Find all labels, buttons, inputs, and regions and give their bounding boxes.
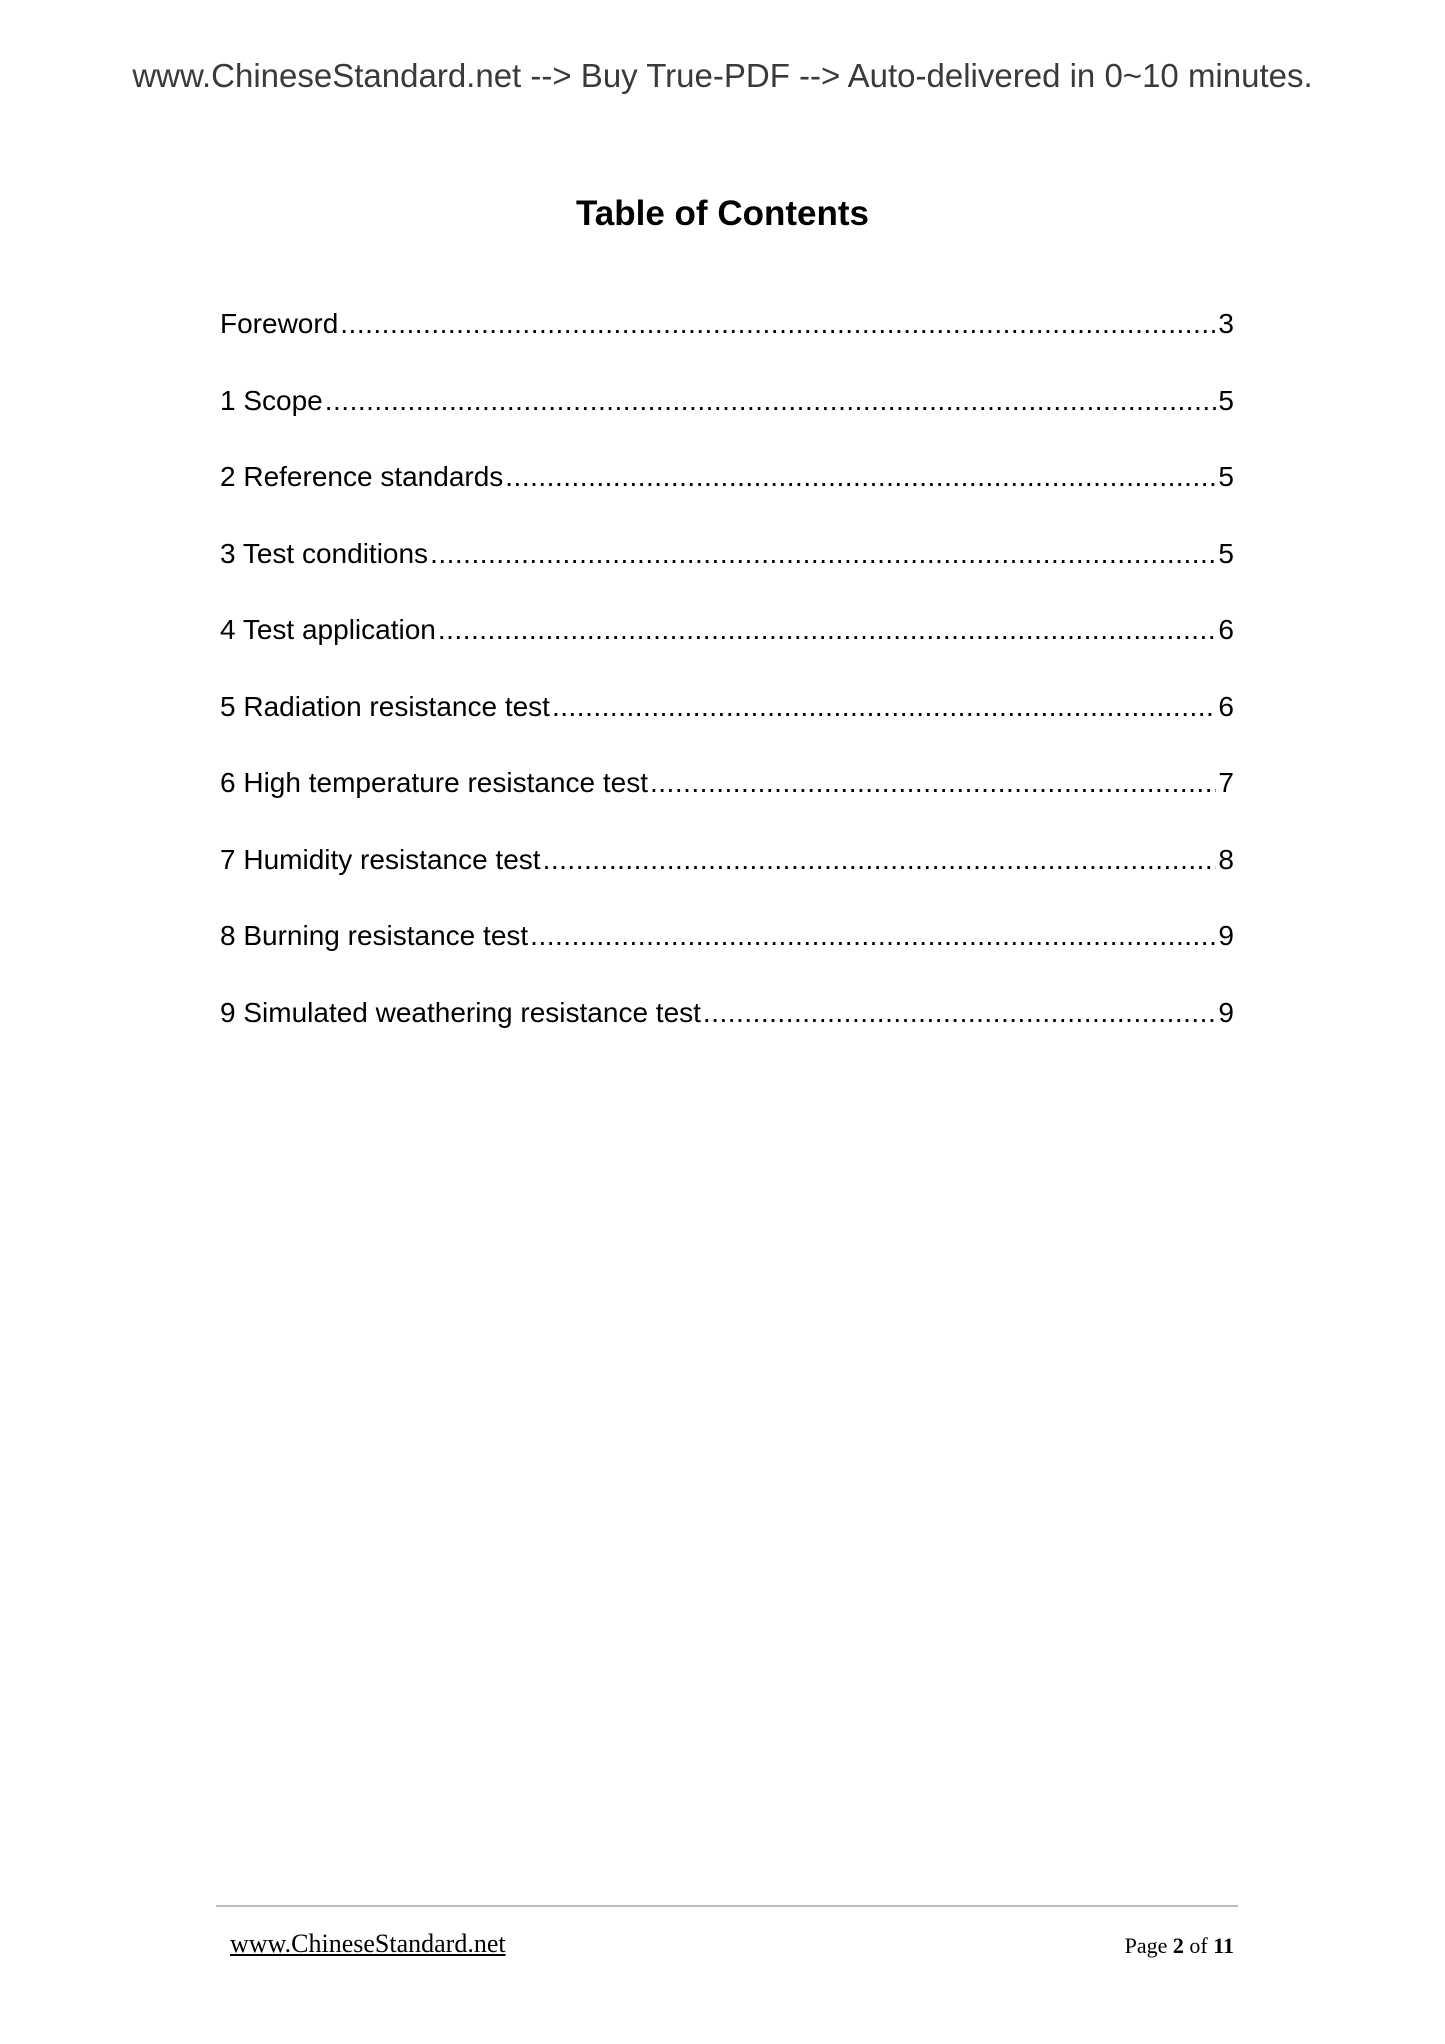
- toc-dot-leader: [430, 532, 1216, 576]
- toc-entry-label: 1 Scope: [220, 384, 323, 416]
- footer-page-number: [1125, 1931, 1234, 1961]
- toc-entry-page: 5: [1218, 384, 1234, 416]
- toc-entry-foreword[interactable]: [220, 302, 1234, 379]
- toc-entry-label: 5 Radiation resistance test: [220, 690, 550, 722]
- toc-entry-page: 6: [1218, 690, 1234, 722]
- toc-list: [220, 302, 1234, 1067]
- toc-dot-leader: [325, 379, 1217, 423]
- toc-dot-leader: [340, 302, 1216, 346]
- toc-entry-test-application[interactable]: [220, 608, 1234, 685]
- toc-entry-label: 6 High temperature resistance test: [220, 767, 648, 798]
- toc-dot-leader: [650, 761, 1216, 805]
- toc-entry-label: Foreword: [220, 308, 339, 339]
- footer-website-link[interactable]: www.ChineseStandard.net: [230, 1929, 506, 1958]
- page-word: Page: [1124, 1933, 1168, 1958]
- toc-entry-page: 9: [1218, 996, 1234, 1028]
- toc-entry-page: 3: [1218, 308, 1234, 339]
- toc-entry-scope[interactable]: [220, 379, 1234, 456]
- toc-dot-leader: [552, 685, 1216, 729]
- toc-title: Table of Contents: [576, 194, 869, 233]
- toc-entry-page: 5: [1218, 537, 1234, 569]
- total-pages: 11: [1213, 1933, 1234, 1958]
- toc-entry-simulated-weathering-resistance-test[interactable]: [220, 991, 1234, 1068]
- toc-entry-radiation-resistance-test[interactable]: [220, 685, 1234, 762]
- toc-dot-leader: [543, 838, 1217, 882]
- footer-divider: [216, 1905, 1238, 1907]
- toc-entry-high-temperature-resistance-test[interactable]: [220, 761, 1234, 838]
- toc-entry-humidity-resistance-test[interactable]: [220, 838, 1234, 915]
- toc-dot-leader: [530, 914, 1216, 958]
- toc-entry-label: 8 Burning resistance test: [220, 920, 529, 951]
- toc-entry-page: 9: [1218, 920, 1234, 951]
- toc-entry-label: 3 Test conditions: [220, 537, 429, 569]
- toc-entry-burning-resistance-test[interactable]: [220, 914, 1234, 991]
- toc-entry-page: 7: [1218, 767, 1234, 798]
- toc-entry-reference-standards[interactable]: [220, 455, 1234, 532]
- toc-dot-leader: [703, 991, 1217, 1035]
- toc-entry-label: 7 Humidity resistance test: [220, 843, 541, 875]
- toc-entry-test-conditions[interactable]: [220, 532, 1234, 609]
- of-word: of: [1189, 1933, 1208, 1958]
- toc-entry-page: 8: [1218, 843, 1234, 875]
- toc-entry-label: 2 Reference standards: [220, 461, 504, 492]
- toc-entry-label: 4 Test application: [220, 614, 436, 645]
- toc-entry-label: 9 Simulated weathering resistance test: [220, 996, 701, 1028]
- current-page: 2: [1172, 1933, 1184, 1958]
- toc-dot-leader: [438, 608, 1217, 652]
- toc-entry-page: 5: [1218, 461, 1234, 492]
- top-banner: www.ChineseStandard.net --> Buy True-PDF --> Auto-delivered in 0~10 minutes.: [132, 57, 1313, 94]
- toc-entry-page: 6: [1218, 614, 1234, 645]
- toc-dot-leader: [505, 455, 1216, 499]
